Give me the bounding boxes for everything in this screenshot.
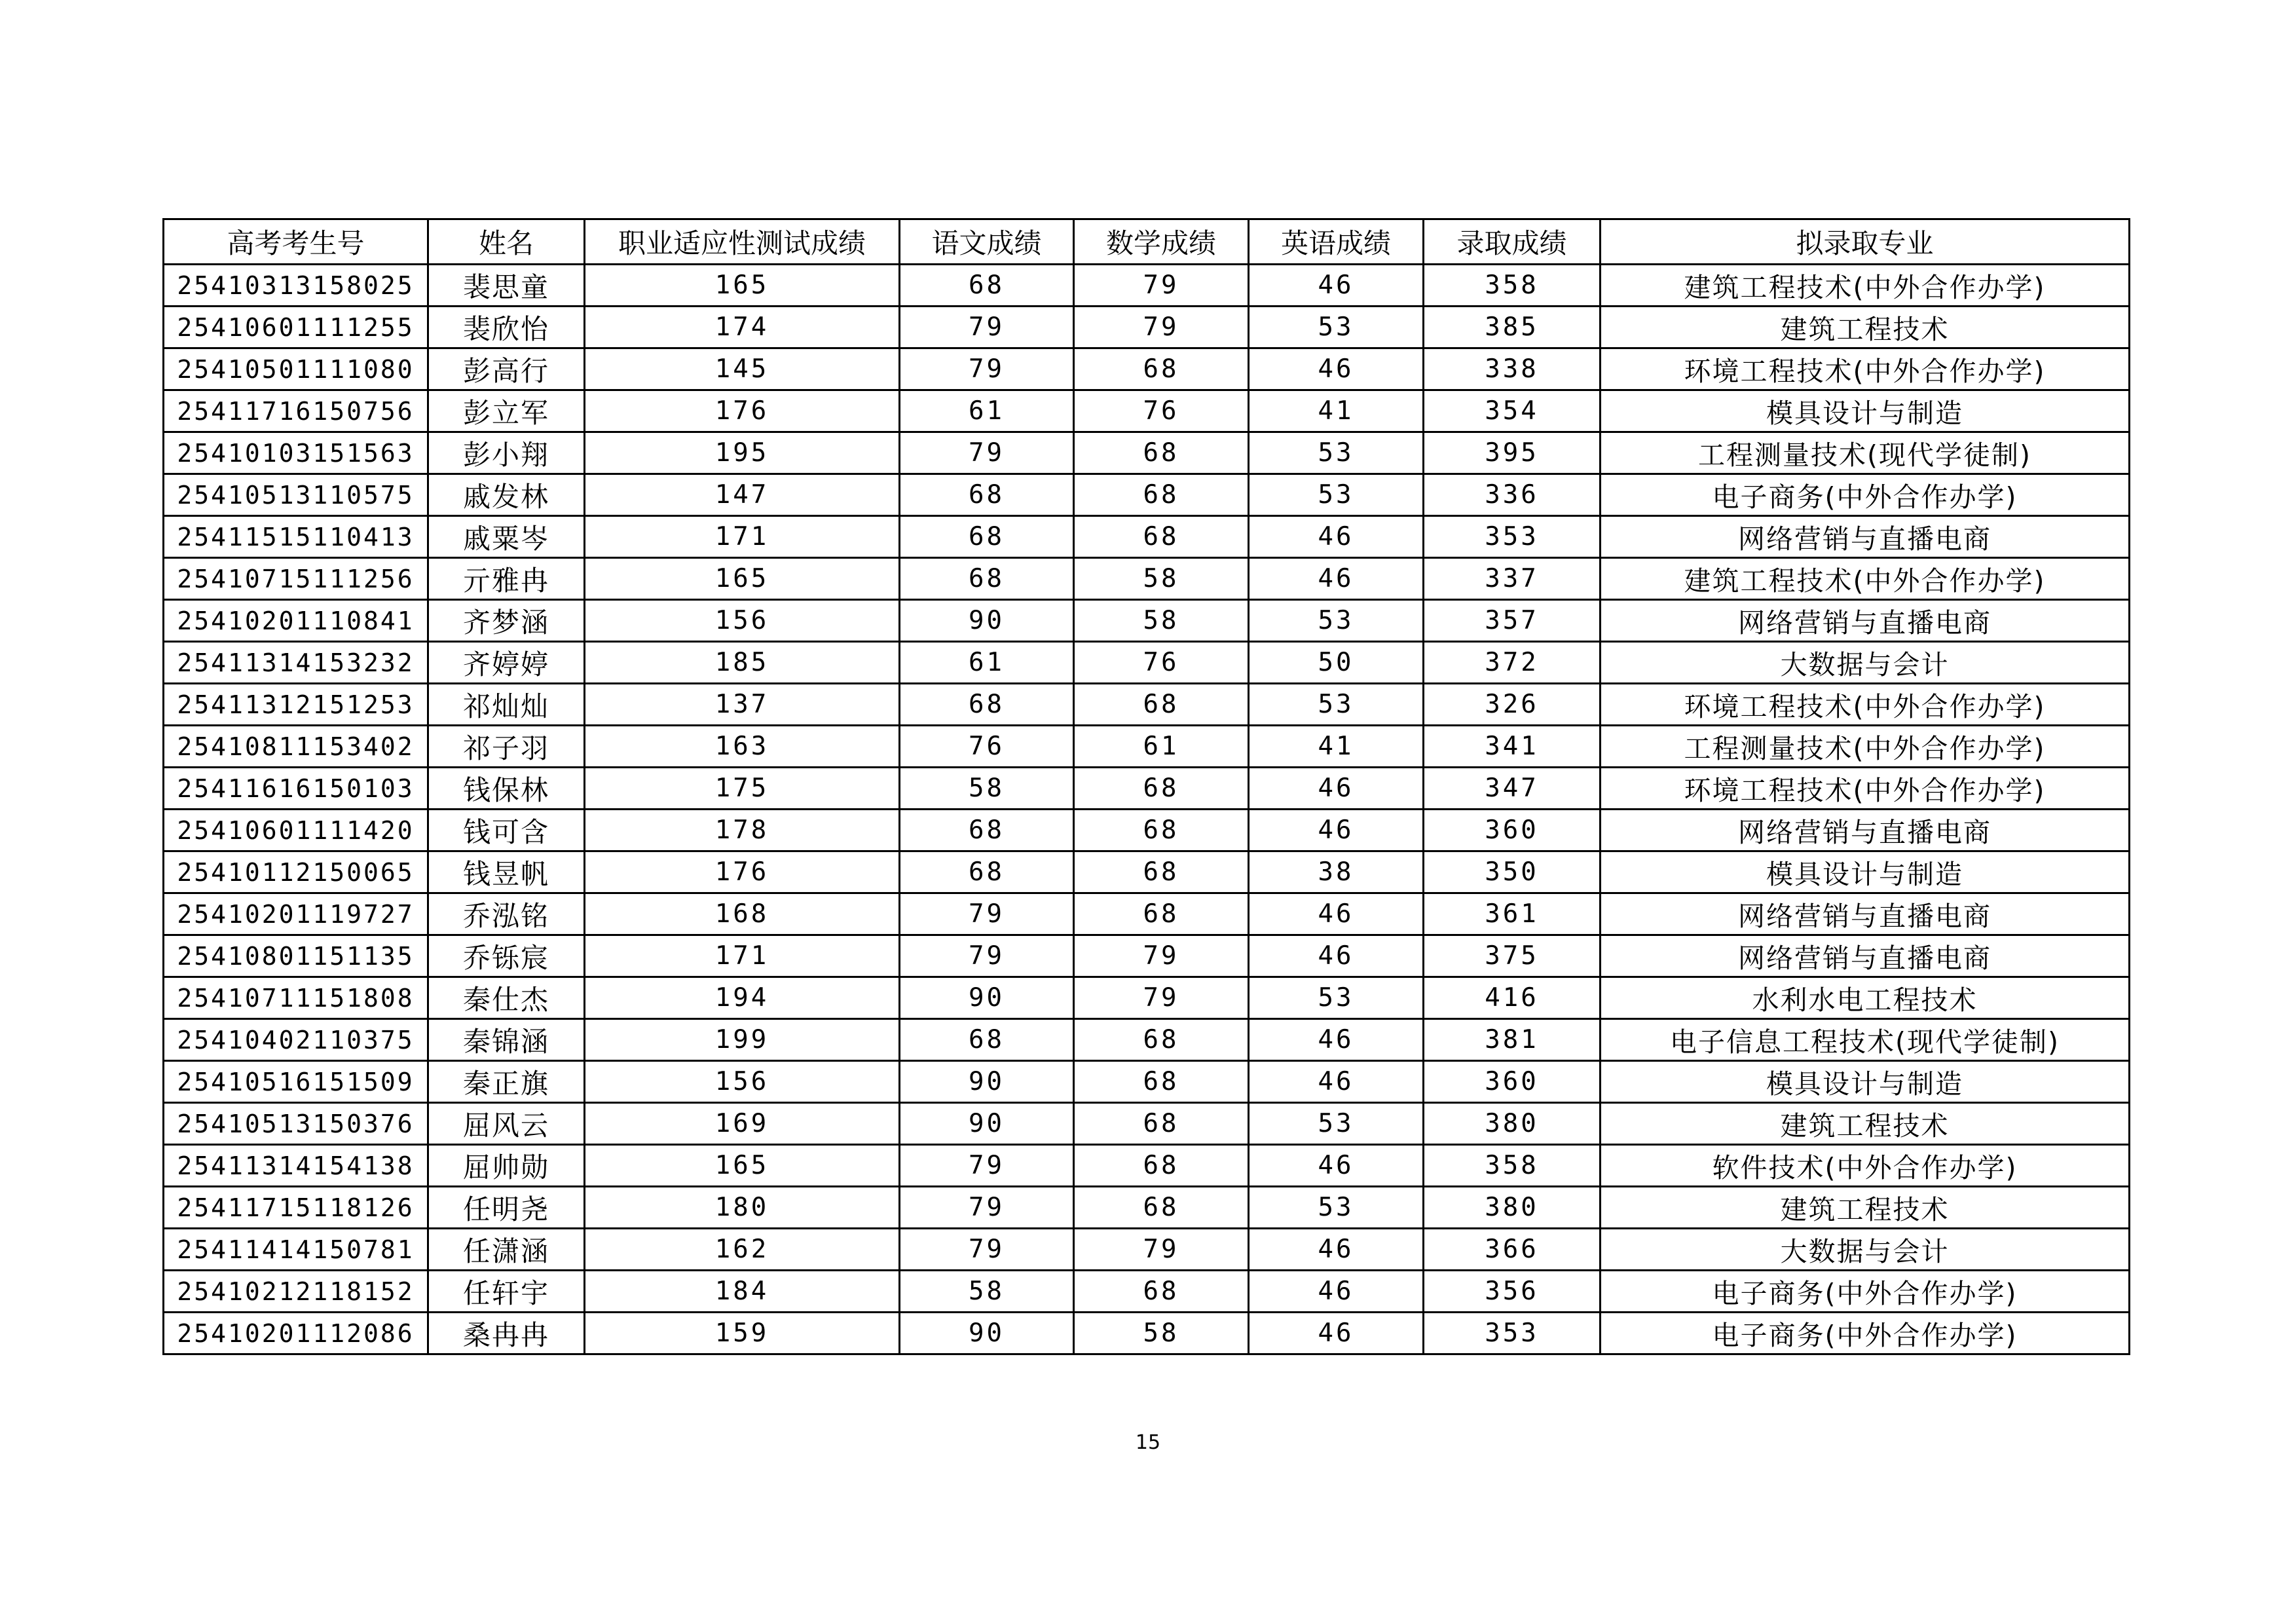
header-english-score: 英语成绩 [1249,219,1424,265]
cell-math-score: 68 [1074,768,1249,810]
cell-chinese-score: 68 [900,474,1074,516]
cell-math-score: 68 [1074,1187,1249,1229]
cell-admission-score: 360 [1424,1061,1601,1103]
cell-exam-id: 25410801151135 [164,935,428,977]
cell-math-score: 68 [1074,516,1249,558]
cell-aptitude-score: 185 [585,642,900,684]
cell-admission-score: 380 [1424,1103,1601,1145]
cell-admission-score: 361 [1424,893,1601,935]
cell-admission-score: 416 [1424,977,1601,1019]
cell-name: 齐婷婷 [428,642,585,684]
table-header-row [164,219,2130,265]
cell-admission-score: 357 [1424,600,1601,642]
cell-aptitude-score: 194 [585,977,900,1019]
header-major: 拟录取专业 [1601,219,2130,265]
cell-exam-id: 25411414150781 [164,1229,428,1271]
cell-chinese-score: 76 [900,726,1074,768]
cell-math-score: 61 [1074,726,1249,768]
cell-aptitude-score: 165 [585,558,900,600]
table-row [164,851,2130,893]
cell-chinese-score: 90 [900,1061,1074,1103]
cell-chinese-score: 79 [900,1229,1074,1271]
cell-english-score: 41 [1249,390,1424,432]
cell-aptitude-score: 195 [585,432,900,474]
cell-aptitude-score: 145 [585,348,900,390]
cell-english-score: 38 [1249,851,1424,893]
cell-aptitude-score: 163 [585,726,900,768]
cell-english-score: 46 [1249,1019,1424,1061]
cell-admission-score: 381 [1424,1019,1601,1061]
cell-admission-score: 375 [1424,935,1601,977]
cell-aptitude-score: 175 [585,768,900,810]
cell-admission-score: 353 [1424,1313,1601,1354]
cell-aptitude-score: 137 [585,684,900,726]
cell-name: 彭立军 [428,390,585,432]
cell-chinese-score: 68 [900,684,1074,726]
cell-major: 模具设计与制造 [1601,390,2130,432]
cell-major: 工程测量技术(中外合作办学) [1601,726,2130,768]
table-row [164,1019,2130,1061]
cell-aptitude-score: 169 [585,1103,900,1145]
cell-aptitude-score: 180 [585,1187,900,1229]
cell-aptitude-score: 199 [585,1019,900,1061]
cell-chinese-score: 58 [900,1271,1074,1313]
cell-exam-id: 25410402110375 [164,1019,428,1061]
cell-exam-id: 25410715111256 [164,558,428,600]
cell-math-score: 68 [1074,893,1249,935]
cell-exam-id: 25410201112086 [164,1313,428,1354]
cell-exam-id: 25410103151563 [164,432,428,474]
cell-english-score: 46 [1249,935,1424,977]
cell-name: 裴思童 [428,265,585,307]
cell-english-score: 53 [1249,977,1424,1019]
cell-chinese-score: 68 [900,558,1074,600]
cell-major: 建筑工程技术 [1601,1103,2130,1145]
cell-name: 任潇涵 [428,1229,585,1271]
cell-major: 网络营销与直播电商 [1601,893,2130,935]
cell-exam-id: 25410516151509 [164,1061,428,1103]
cell-english-score: 53 [1249,432,1424,474]
cell-chinese-score: 58 [900,768,1074,810]
cell-exam-id: 25410112150065 [164,851,428,893]
header-aptitude-score: 职业适应性测试成绩 [585,219,900,265]
cell-math-score: 76 [1074,642,1249,684]
table-row [164,1313,2130,1354]
table-row [164,1229,2130,1271]
table-row [164,935,2130,977]
cell-major: 模具设计与制造 [1601,851,2130,893]
cell-english-score: 46 [1249,1313,1424,1354]
cell-math-score: 76 [1074,390,1249,432]
cell-admission-score: 326 [1424,684,1601,726]
cell-chinese-score: 61 [900,642,1074,684]
cell-chinese-score: 79 [900,348,1074,390]
cell-english-score: 50 [1249,642,1424,684]
cell-major: 网络营销与直播电商 [1601,516,2130,558]
cell-exam-id: 25411314154138 [164,1145,428,1187]
cell-major: 模具设计与制造 [1601,1061,2130,1103]
table-body [164,265,2130,1354]
cell-exam-id: 25410212118152 [164,1271,428,1313]
table-row [164,265,2130,307]
cell-aptitude-score: 176 [585,390,900,432]
table-row [164,1145,2130,1187]
cell-aptitude-score: 165 [585,265,900,307]
cell-chinese-score: 68 [900,265,1074,307]
cell-exam-id: 25411716150756 [164,390,428,432]
cell-english-score: 46 [1249,348,1424,390]
cell-chinese-score: 68 [900,851,1074,893]
cell-name: 戚发林 [428,474,585,516]
cell-english-score: 46 [1249,1229,1424,1271]
cell-math-score: 68 [1074,432,1249,474]
cell-major: 网络营销与直播电商 [1601,935,2130,977]
cell-chinese-score: 79 [900,893,1074,935]
cell-admission-score: 366 [1424,1229,1601,1271]
cell-exam-id: 25410711151808 [164,977,428,1019]
cell-english-score: 53 [1249,684,1424,726]
cell-chinese-score: 90 [900,1103,1074,1145]
cell-aptitude-score: 156 [585,1061,900,1103]
table-row [164,977,2130,1019]
table-row [164,893,2130,935]
cell-english-score: 46 [1249,893,1424,935]
cell-major: 电子商务(中外合作办学) [1601,474,2130,516]
header-exam-id: 高考考生号 [164,219,428,265]
cell-name: 彭高行 [428,348,585,390]
cell-english-score: 46 [1249,768,1424,810]
cell-chinese-score: 79 [900,1145,1074,1187]
cell-major: 电子信息工程技术(现代学徒制) [1601,1019,2130,1061]
cell-math-score: 79 [1074,1229,1249,1271]
cell-aptitude-score: 162 [585,1229,900,1271]
cell-admission-score: 354 [1424,390,1601,432]
header-chinese-score: 语文成绩 [900,219,1074,265]
cell-math-score: 79 [1074,307,1249,348]
cell-math-score: 68 [1074,348,1249,390]
cell-major: 网络营销与直播电商 [1601,600,2130,642]
cell-admission-score: 336 [1424,474,1601,516]
cell-name: 戚粟岑 [428,516,585,558]
cell-name: 齐梦涵 [428,600,585,642]
cell-exam-id: 25411715118126 [164,1187,428,1229]
cell-name: 乔铄宸 [428,935,585,977]
cell-name: 任明尧 [428,1187,585,1229]
table-row [164,1187,2130,1229]
cell-exam-id: 25410501111080 [164,348,428,390]
cell-major: 建筑工程技术(中外合作办学) [1601,558,2130,600]
cell-major: 工程测量技术(现代学徒制) [1601,432,2130,474]
cell-english-score: 53 [1249,600,1424,642]
cell-chinese-score: 90 [900,1313,1074,1354]
cell-name: 秦正旗 [428,1061,585,1103]
cell-chinese-score: 79 [900,432,1074,474]
cell-exam-id: 25410513110575 [164,474,428,516]
cell-aptitude-score: 178 [585,810,900,851]
cell-name: 任轩宇 [428,1271,585,1313]
cell-major: 软件技术(中外合作办学) [1601,1145,2130,1187]
cell-name: 亓雅冉 [428,558,585,600]
cell-admission-score: 360 [1424,810,1601,851]
cell-exam-id: 25410601111420 [164,810,428,851]
cell-name: 秦仕杰 [428,977,585,1019]
cell-exam-id: 25410513150376 [164,1103,428,1145]
cell-exam-id: 25411312151253 [164,684,428,726]
table-row [164,600,2130,642]
cell-english-score: 46 [1249,1271,1424,1313]
cell-name: 钱可含 [428,810,585,851]
cell-exam-id: 25411616150103 [164,768,428,810]
cell-admission-score: 341 [1424,726,1601,768]
cell-aptitude-score: 171 [585,935,900,977]
cell-exam-id: 25411314153232 [164,642,428,684]
cell-english-score: 46 [1249,1145,1424,1187]
cell-major: 大数据与会计 [1601,1229,2130,1271]
cell-math-score: 79 [1074,265,1249,307]
cell-major: 建筑工程技术 [1601,1187,2130,1229]
cell-math-score: 68 [1074,1019,1249,1061]
cell-aptitude-score: 165 [585,1145,900,1187]
cell-admission-score: 395 [1424,432,1601,474]
cell-english-score: 53 [1249,474,1424,516]
table-row [164,474,2130,516]
cell-admission-score: 350 [1424,851,1601,893]
cell-aptitude-score: 174 [585,307,900,348]
cell-aptitude-score: 176 [585,851,900,893]
cell-major: 环境工程技术(中外合作办学) [1601,348,2130,390]
cell-chinese-score: 79 [900,307,1074,348]
cell-aptitude-score: 147 [585,474,900,516]
cell-name: 彭小翔 [428,432,585,474]
table-row [164,810,2130,851]
cell-exam-id: 25410601111255 [164,307,428,348]
cell-aptitude-score: 156 [585,600,900,642]
table-row [164,307,2130,348]
table-row [164,516,2130,558]
cell-name: 钱保林 [428,768,585,810]
cell-aptitude-score: 184 [585,1271,900,1313]
cell-math-score: 68 [1074,810,1249,851]
cell-name: 桑冉冉 [428,1313,585,1354]
cell-major: 环境工程技术(中外合作办学) [1601,768,2130,810]
header-name: 姓名 [428,219,585,265]
cell-major: 建筑工程技术(中外合作办学) [1601,265,2130,307]
cell-major: 电子商务(中外合作办学) [1601,1313,2130,1354]
cell-english-score: 46 [1249,810,1424,851]
cell-math-score: 58 [1074,558,1249,600]
cell-exam-id: 25410201110841 [164,600,428,642]
table-row [164,1271,2130,1313]
cell-math-score: 68 [1074,684,1249,726]
cell-chinese-score: 90 [900,977,1074,1019]
cell-math-score: 68 [1074,1271,1249,1313]
cell-chinese-score: 79 [900,935,1074,977]
table-row [164,432,2130,474]
cell-admission-score: 372 [1424,642,1601,684]
cell-english-score: 46 [1249,516,1424,558]
cell-math-score: 79 [1074,977,1249,1019]
cell-chinese-score: 90 [900,600,1074,642]
cell-math-score: 68 [1074,474,1249,516]
cell-aptitude-score: 168 [585,893,900,935]
cell-name: 乔泓铭 [428,893,585,935]
cell-admission-score: 337 [1424,558,1601,600]
table-row [164,348,2130,390]
table-row [164,726,2130,768]
cell-major: 建筑工程技术 [1601,307,2130,348]
cell-admission-score: 358 [1424,1145,1601,1187]
cell-major: 电子商务(中外合作办学) [1601,1271,2130,1313]
cell-english-score: 46 [1249,265,1424,307]
cell-exam-id: 25411515110413 [164,516,428,558]
cell-math-score: 58 [1074,600,1249,642]
cell-name: 祁子羽 [428,726,585,768]
cell-chinese-score: 79 [900,1187,1074,1229]
cell-exam-id: 25410201119727 [164,893,428,935]
cell-math-score: 68 [1074,1061,1249,1103]
cell-chinese-score: 61 [900,390,1074,432]
cell-math-score: 68 [1074,1103,1249,1145]
cell-major: 大数据与会计 [1601,642,2130,684]
cell-exam-id: 25410313158025 [164,265,428,307]
cell-english-score: 53 [1249,1103,1424,1145]
cell-aptitude-score: 159 [585,1313,900,1354]
cell-major: 网络营销与直播电商 [1601,810,2130,851]
cell-admission-score: 338 [1424,348,1601,390]
cell-admission-score: 380 [1424,1187,1601,1229]
cell-name: 屈帅勋 [428,1145,585,1187]
header-math-score: 数学成绩 [1074,219,1249,265]
cell-name: 屈风云 [428,1103,585,1145]
cell-admission-score: 356 [1424,1271,1601,1313]
cell-admission-score: 358 [1424,265,1601,307]
table-row [164,1103,2130,1145]
cell-admission-score: 385 [1424,307,1601,348]
cell-name: 祁灿灿 [428,684,585,726]
table-row [164,768,2130,810]
table-row [164,642,2130,684]
cell-aptitude-score: 171 [585,516,900,558]
table-row [164,390,2130,432]
cell-math-score: 58 [1074,1313,1249,1354]
table-row [164,1061,2130,1103]
cell-math-score: 68 [1074,851,1249,893]
header-admission-score: 录取成绩 [1424,219,1601,265]
page-number: 15 [1135,1431,1161,1454]
cell-exam-id: 25410811153402 [164,726,428,768]
cell-chinese-score: 68 [900,516,1074,558]
cell-major: 水利水电工程技术 [1601,977,2130,1019]
cell-english-score: 41 [1249,726,1424,768]
cell-major: 环境工程技术(中外合作办学) [1601,684,2130,726]
admission-table [162,218,2130,1355]
cell-english-score: 53 [1249,307,1424,348]
cell-chinese-score: 68 [900,810,1074,851]
cell-english-score: 46 [1249,558,1424,600]
cell-name: 裴欣怡 [428,307,585,348]
cell-math-score: 68 [1074,1145,1249,1187]
cell-chinese-score: 68 [900,1019,1074,1061]
cell-admission-score: 347 [1424,768,1601,810]
cell-admission-score: 353 [1424,516,1601,558]
table-row [164,684,2130,726]
cell-math-score: 79 [1074,935,1249,977]
cell-name: 钱昱帆 [428,851,585,893]
cell-name: 秦锦涵 [428,1019,585,1061]
table-row [164,558,2130,600]
cell-english-score: 53 [1249,1187,1424,1229]
cell-english-score: 46 [1249,1061,1424,1103]
